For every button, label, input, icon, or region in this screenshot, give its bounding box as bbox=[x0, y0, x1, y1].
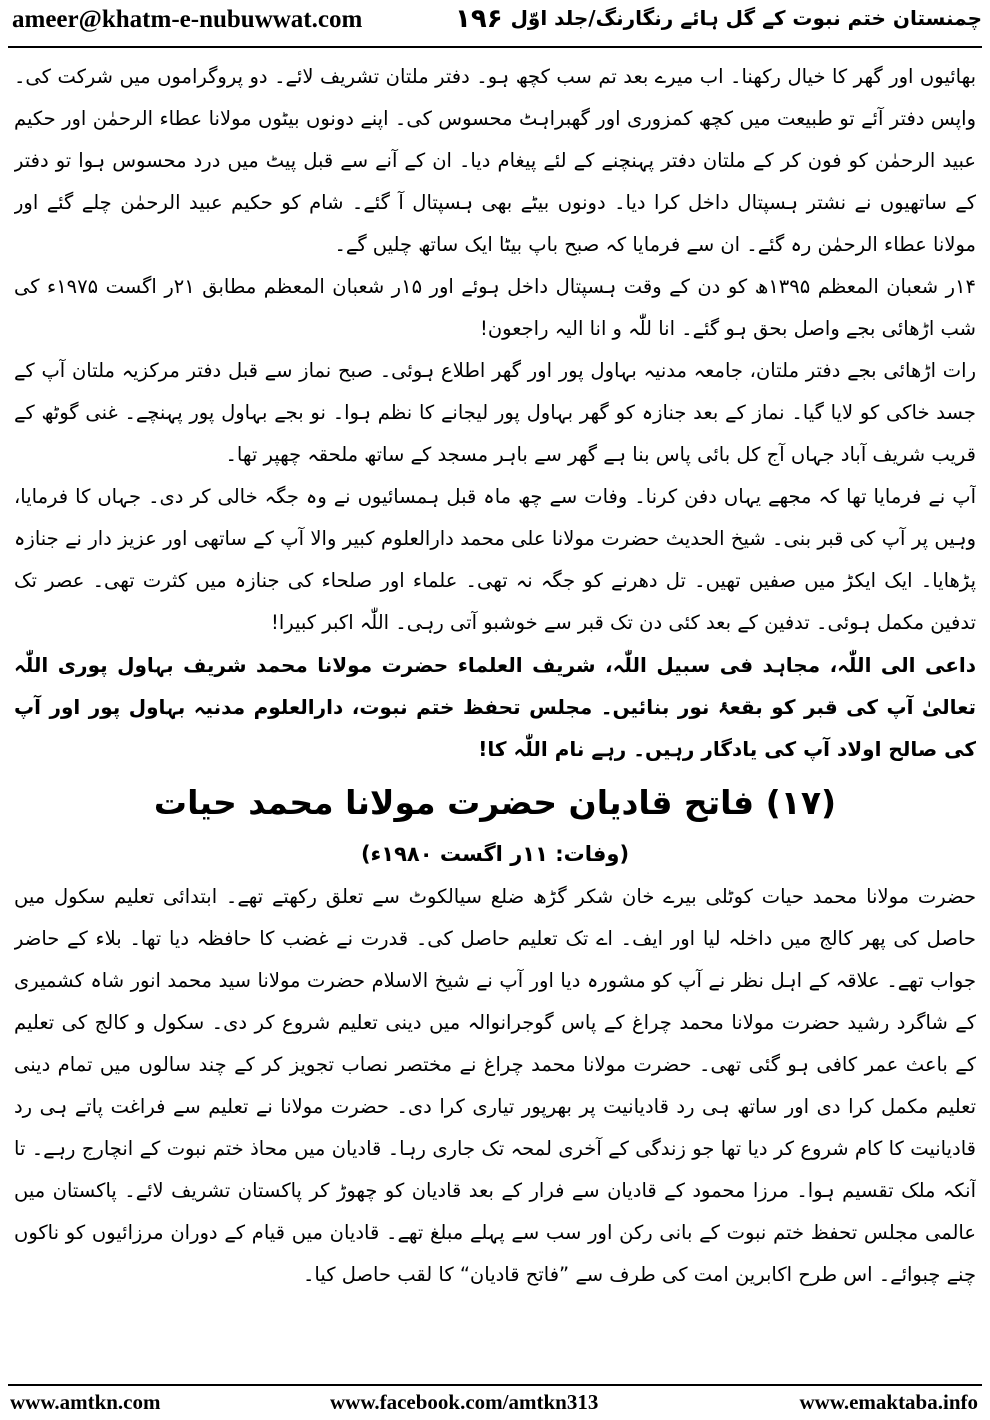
section-subtitle: (وفات: ۱۱ر اگست ۱۹۸۰ء) bbox=[360, 842, 630, 866]
page-body bbox=[14, 56, 976, 1376]
header-email: ameer@khatm-e-nubuwwat.com bbox=[12, 6, 363, 33]
header-divider bbox=[8, 46, 982, 48]
paragraph-tribute: داعی الی اللّٰہ، مجاہد فی سبیل اللّٰہ، شریف العلماء حضرت مولانا محمد شریف بہاول پوری اللّٰہ تعالیٰ آپ کی قبر کو بقعۂ نور بنائیں۔ مجلس تحفظ ختم نبوت، دارالعلوم مدنیہ بہاول پور اور آپ کی صالح اولاد آپ کی یادگار رہیں۔ رہے نام اللّٰہ کا! bbox=[14, 653, 976, 761]
footer-link-emaktaba[interactable]: www.emaktaba.info bbox=[799, 1390, 978, 1414]
paragraph: حضرت مولانا محمد حیات کوٹلی بیرے خان شکر گڑھ ضلع سیالکوٹ سے تعلق رکھتے تھے۔ ابتدائی تعلیم سکول میں حاصل کی پھر کالج میں داخلہ لیا اور ایف۔ اے تک تعلیم حاصل کی۔ قدرت نے غضب کا حافظہ دیا تھا۔ بلاء کے حاضر جواب تھے۔ علاقہ کے اہل نظر نے آپ کو مشورہ دیا اور آپ نے شیخ الاسلام حضرت مولانا سید محمد انور شاہ کشمیری کے شاگرد رشید حضرت مولانا محمد چراغ کے پاس گوجرانوالہ میں دینی تعلیم شروع کر دی۔ سکول و کالج کی تعلیم کے باعث عمر کافی ہو گئی تھی۔ حضرت مولانا محمد چراغ نے مختصر نصاب تجویز کر کے چند سالوں میں تمام دینی تعلیم مکمل کرا دی اور ساتھ ہی رد قادیانیت پر بھرپور تیاری کرا دی۔ حضرت مولانا نے تعلیم سے فراغت پاتے ہی رد قادیانیت کا کام شروع کر دیا تھا جو زندگی کے آخری لمحہ تک جاری رہا۔ قادیان میں محاذ ختم نبوت کے انچارج رہے۔ تا آنکہ ملک تقسیم ہوا۔ مرزا محمود کے قادیان سے فرار کے بعد قادیان کو چھوڑ کر پاکستان تشریف لائے۔ پاکستان میں عالمی مجلس تحفظ ختم نبوت کے بانی رکن اور سب سے پہلے مبلغ تھے۔ قادیان میں قیام کے دوران مرزائیوں کو ناکوں چنے چبوائے۔ اس طرح اکابرین امت کی طرف سے ”فاتح قادیان“ کا لقب حاصل کیا۔ bbox=[14, 885, 976, 1286]
paragraph: آپ نے فرمایا تھا کہ مجھے یہاں دفن کرنا۔ وفات سے چھ ماہ قبل ہمسائیوں نے وہ جگہ خالی کر دی۔ جہاں کا فرمایا، وہیں پر آپ کی قبر بنی۔ شیخ الحدیث حضرت مولانا علی محمد دارالعلوم کبیر والا آپ کے ساتھی اور عزیز دار نے جنازہ پڑھایا۔ ایک ایکڑ میں صفیں تھیں۔ تل دھرنے کو جگہ نہ تھی۔ علماء اور صلحاء کی جنازہ میں کثرت تھی۔ عصر تک تدفین مکمل ہوئی۔ تدفین کے بعد کئی دن تک قبر سے خوشبو آتی رہی۔ اللّٰہ اکبر کبیرا! bbox=[14, 485, 976, 634]
section-title: (۱۷) فاتح قادیان حضرت مولانا محمد حیات bbox=[153, 783, 837, 822]
page-number: ۱۹۶ bbox=[455, 4, 503, 34]
page-header bbox=[0, 0, 990, 48]
book-title: چمنستان ختم نبوت کے گل ہائے رنگارنگ/جلد اوّل bbox=[510, 6, 982, 30]
paragraph: رات اڑھائی بجے دفتر ملتان، جامعہ مدنیہ بہاول پور اور گھر اطلاع ہوئی۔ صبح نماز سے قبل دفتر مرکزیہ ملتان آپ کے جسد خاکی کو لایا گیا۔ نماز کے بعد جنازہ کو گھر بہاول پور لیجانے کا نظم ہوا۔ نو بجے بہاول پور پہنچے۔ غنی گوٹھ کے قریب شریف آباد جہاں آج کل بائی پاس بنا ہے گھر سے باہر مسجد کے ساتھ ملحقہ چھپر تھا۔ bbox=[14, 359, 976, 466]
footer-link-amtkn[interactable]: www.amtkn.com bbox=[10, 1390, 161, 1414]
paragraph: ۱۴ر شعبان المعظم ۱۳۹۵ھ کو دن کے وقت ہسپتال داخل ہوئے اور ۱۵ر شعبان المعظم مطابق ۲۱ر اگست ۱۹۷۵ء کی شب اڑھائی بجے واصل بحق ہو گئے۔ انا للّٰہ و انا الیہ راجعون! bbox=[14, 275, 976, 340]
paragraph: بھائیوں اور گھر کا خیال رکھنا۔ اب میرے بعد تم سب کچھ ہو۔ دفتر ملتان تشریف لائے۔ دو پروگراموں میں شرکت کی۔ واپس دفتر آئے تو طبیعت میں کچھ کمزوری اور گھبراہٹ محسوس کی۔ اپنے دونوں بیٹوں مولانا عطاء الرحمٰن اور حکیم عبید الرحمٰن کو فون کر کے ملتان دفتر پہنچنے کے لئے پیغام دیا۔ ان کے آنے سے قبل پیٹ میں درد محسوس ہوا تو دفتر کے ساتھیوں نے نشتر ہسپتال داخل کرا دیا۔ دونوں بیٹے بھی ہسپتال آ گئے۔ شام کو حکیم عبید الرحمٰن چلے گئے اور مولانا عطاء الرحمٰن رہ گئے۔ ان سے فرمایا کہ صبح باپ بیٹا ایک ساتھ چلیں گے۔ bbox=[14, 65, 976, 256]
footer-divider bbox=[8, 1384, 982, 1386]
footer-link-facebook[interactable]: www.facebook.com/amtkn313 bbox=[330, 1390, 599, 1414]
